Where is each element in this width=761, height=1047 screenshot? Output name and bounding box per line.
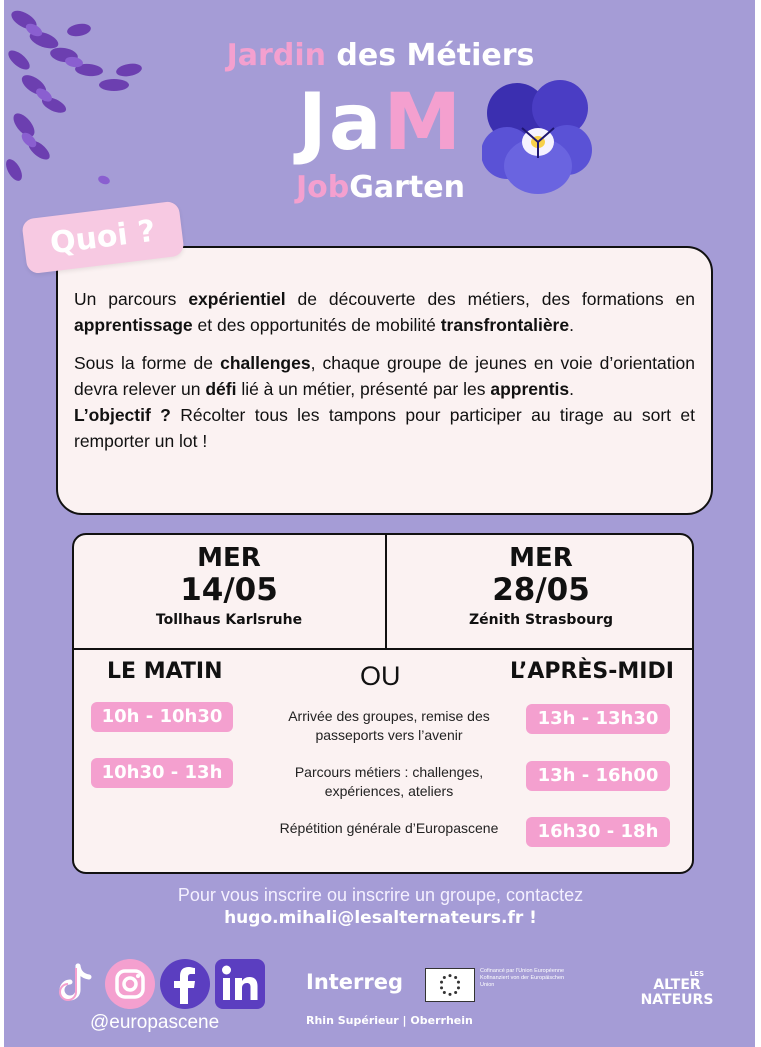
row-divider (74, 648, 692, 650)
text-span: . (569, 379, 574, 399)
instagram-icon[interactable] (104, 958, 156, 1010)
afternoon-time-1: 13h - 13h30 (526, 704, 670, 734)
text-span: Récolter tous les tampons pour participer au tirage au sort et remporter un lot ! (74, 405, 695, 451)
bold-text: apprentis (490, 379, 570, 399)
bold-text: challenges (220, 353, 311, 373)
date-day: MER (509, 543, 573, 573)
morning-time-2: 10h30 - 13h (91, 758, 233, 788)
bold-text: L’objectif ? (74, 405, 171, 425)
alt-logo-line1: ALTER (653, 977, 701, 993)
date-value: 28/05 (492, 572, 590, 608)
afternoon-heading: L’APRÈS-MIDI (510, 659, 674, 684)
title-jardin: Jardin (226, 38, 326, 73)
date-value: 14/05 (180, 572, 278, 608)
description-paragraph-1 (74, 286, 695, 338)
bold-text: transfrontalière (440, 315, 570, 335)
jam-logo (4, 78, 755, 168)
eu-cofunding-text: Cofinancé par l’Union Européenne Kofinanziert von der Europäischen Union (480, 968, 565, 988)
linkedin-icon[interactable] (214, 958, 266, 1010)
bold-text: expérientiel (188, 289, 286, 309)
or-label: OU (360, 661, 401, 691)
eu-flag-icon (425, 968, 475, 1002)
flyer (4, 0, 755, 1047)
text-span: , chaque groupe de jeunes en voie d’orientation devra relever un (74, 353, 695, 399)
logo-m: M (383, 78, 464, 168)
text-span: et des opportunités de mobilité (192, 315, 441, 335)
text-span: de découverte des métiers, des formations en (285, 289, 695, 309)
afternoon-time-2: 13h - 16h00 (526, 761, 670, 791)
date-day: MER (197, 543, 261, 573)
description-paragraph-2 (74, 350, 695, 402)
interreg-subtitle: Rhin Supérieur | Oberrhein (306, 1014, 473, 1027)
text-span: Un parcours (74, 289, 189, 309)
date-venue: Tollhaus Karlsruhe (155, 612, 303, 628)
step-parcours: Parcours métiers : challenges, expériences, ateliers (294, 764, 484, 799)
interreg-logo: Interreg (306, 970, 404, 994)
date-venue: Zénith Strasbourg (469, 612, 613, 628)
step-repetition: Répétition générale d’Europascene (279, 820, 499, 836)
title-des-metiers: des Métiers (325, 38, 535, 73)
quoi-badge: Quoi ? (21, 201, 184, 275)
date-karlsruhe (74, 543, 384, 633)
description-paragraph-3 (74, 402, 695, 454)
bold-text: apprentissage (74, 315, 193, 335)
text-span: lié à un métier, présenté par les (236, 379, 491, 399)
title-job: Job (296, 170, 350, 205)
tiktok-icon[interactable] (50, 958, 102, 1010)
social-handle: @europascene (90, 1012, 220, 1033)
alt-logo-line2: NATEURS (640, 992, 714, 1008)
contact-line: Pour vous inscrire ou inscrire un groupe, contactez (177, 885, 584, 905)
schedule-box (72, 533, 694, 874)
facebook-icon[interactable] (159, 958, 211, 1010)
text-span: . (569, 315, 574, 335)
bold-text: défi (205, 379, 237, 399)
morning-time-1: 10h - 10h30 (91, 702, 233, 732)
afternoon-time-3: 16h30 - 18h (526, 817, 670, 847)
morning-heading: LE MATIN (107, 659, 223, 684)
description-box (56, 246, 713, 515)
logo-ja: Ja (297, 78, 384, 168)
title-jobgarten (4, 170, 755, 205)
title-garten: Garten (349, 170, 465, 205)
step-arrival: Arrivée des groupes, remise des passeports vers l’avenir (288, 708, 490, 743)
date-strasbourg (386, 543, 696, 633)
contact-email[interactable]: hugo.mihali@lesalternateurs.fr ! (224, 908, 537, 928)
text-span: Sous la forme de (74, 353, 221, 373)
title-jardin-des-metiers (4, 38, 755, 73)
alt-logo-small: LES (689, 970, 704, 978)
les-alternateurs-logo (632, 970, 722, 1008)
